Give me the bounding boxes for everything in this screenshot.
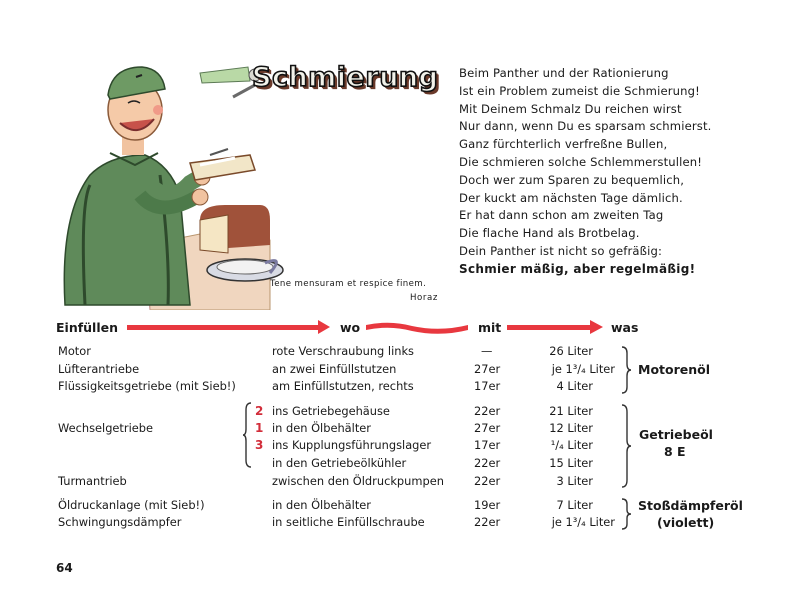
page-title: Schmierung [252, 62, 439, 93]
poem-line: Er hat dann schon am zweiten Tag [459, 208, 664, 223]
header-arrows [0, 316, 800, 340]
order-number: 2 [255, 404, 264, 418]
row-amount: 4 Liter [556, 379, 593, 393]
poem-line: Ist ein Problem zumeist die Schmierung! [459, 83, 700, 98]
row-with: — [481, 344, 493, 358]
row-where: rote Verschraubung links [272, 344, 414, 358]
row-where: in den Ölbehälter [272, 421, 371, 435]
oil-type-damper-color: (violett) [657, 515, 715, 530]
right-brace [620, 346, 632, 394]
poem-line: Nur dann, wenn Du es sparsam schmierst. [459, 119, 712, 134]
row-where: ins Kupplungsführungslager [272, 438, 432, 452]
row-with: 27er [474, 421, 501, 435]
order-number: 1 [255, 421, 264, 435]
right-brace [620, 498, 632, 530]
row-amount: 21 Liter [549, 404, 593, 418]
wavy-line [366, 323, 468, 334]
order-number: 3 [255, 438, 264, 452]
row-with: 17er [474, 379, 501, 393]
row-amount: 12 Liter [549, 421, 593, 435]
row-with: 22er [474, 456, 501, 470]
header-where: wo [340, 320, 361, 335]
row-with: 27er [474, 362, 501, 376]
oil-type-motor: Motorenöl [638, 362, 711, 377]
poem-line: Die schmieren solche Schlemmerstullen! [459, 154, 703, 169]
poem-line: Ganz fürchterlich verfreßne Bullen, [459, 137, 668, 152]
left-brace [243, 402, 253, 468]
soldier-illustration [50, 55, 460, 310]
row-with: 22er [474, 474, 501, 488]
row-part: Flüssigkeitsgetriebe (mit Sieb!) [58, 379, 236, 393]
arrow-right-icon [127, 320, 330, 334]
row-part: Turmantrieb [58, 474, 127, 488]
row-where: an zwei Einfüllstutzen [272, 362, 397, 376]
row-amount: 26 Liter [549, 344, 593, 358]
row-part: Schwingungsdämpfer [58, 515, 182, 529]
row-amount: je 1³/₄ Liter [551, 362, 615, 376]
arrow-right-icon [507, 320, 603, 334]
row-with: 22er [474, 515, 501, 529]
poem [459, 65, 779, 279]
oil-type-gear: Getriebeöl [639, 427, 713, 442]
poem-line: Beim Panther und der Rationierung [459, 66, 669, 80]
row-amount: 3 Liter [556, 474, 593, 488]
row-where: am Einfüllstutzen, rechts [272, 379, 414, 393]
row-part: Lüfterantriebe [58, 362, 140, 376]
row-part: Wechselgetriebe [58, 421, 153, 435]
row-amount: ¹/₄ Liter [550, 438, 593, 452]
row-amount: 7 Liter [556, 498, 593, 512]
poem-line: Dein Panther ist nicht so gefräßig: [459, 243, 663, 258]
row-amount: je 1³/₄ Liter [551, 515, 615, 529]
poem-line: Doch wer zum Sparen zu bequemlich, [459, 172, 685, 187]
oil-type-damper: Stoßdämpferöl [638, 498, 743, 513]
header-fill: Einfüllen [56, 320, 119, 335]
row-where: in den Ölbehälter [272, 498, 371, 512]
page-number: 64 [56, 561, 73, 575]
poem-line: Die flache Hand als Brotbelag. [459, 226, 640, 241]
row-where: ins Getriebegehäuse [272, 404, 390, 418]
row-where: in seitliche Einfüllschraube [272, 515, 425, 529]
row-amount: 15 Liter [549, 456, 593, 470]
poem-line: Mit Deinem Schmalz Du reichen wirst [459, 101, 682, 116]
header-what: was [611, 320, 639, 335]
quote-author: Horaz [410, 293, 439, 303]
row-with: 22er [474, 404, 501, 418]
right-brace [620, 404, 632, 488]
row-with: 19er [474, 498, 501, 512]
poem-line: Der kuckt am nächsten Tage dämlich. [459, 190, 683, 205]
poem-last-line: Schmier mäßig, aber regelmäßig! [459, 261, 696, 276]
header-with: mit [478, 320, 502, 335]
row-where: in den Getriebeölkühler [272, 456, 407, 470]
row-part: Öldruckanlage (mit Sieb!) [58, 498, 205, 512]
row-with: 17er [474, 438, 501, 452]
row-where: zwischen den Öldruckpumpen [272, 474, 444, 488]
row-part: Motor [58, 344, 91, 358]
oil-type-gear-grade: 8 E [664, 444, 686, 459]
latin-quote: Tene mensuram et respice finem. [270, 279, 427, 289]
